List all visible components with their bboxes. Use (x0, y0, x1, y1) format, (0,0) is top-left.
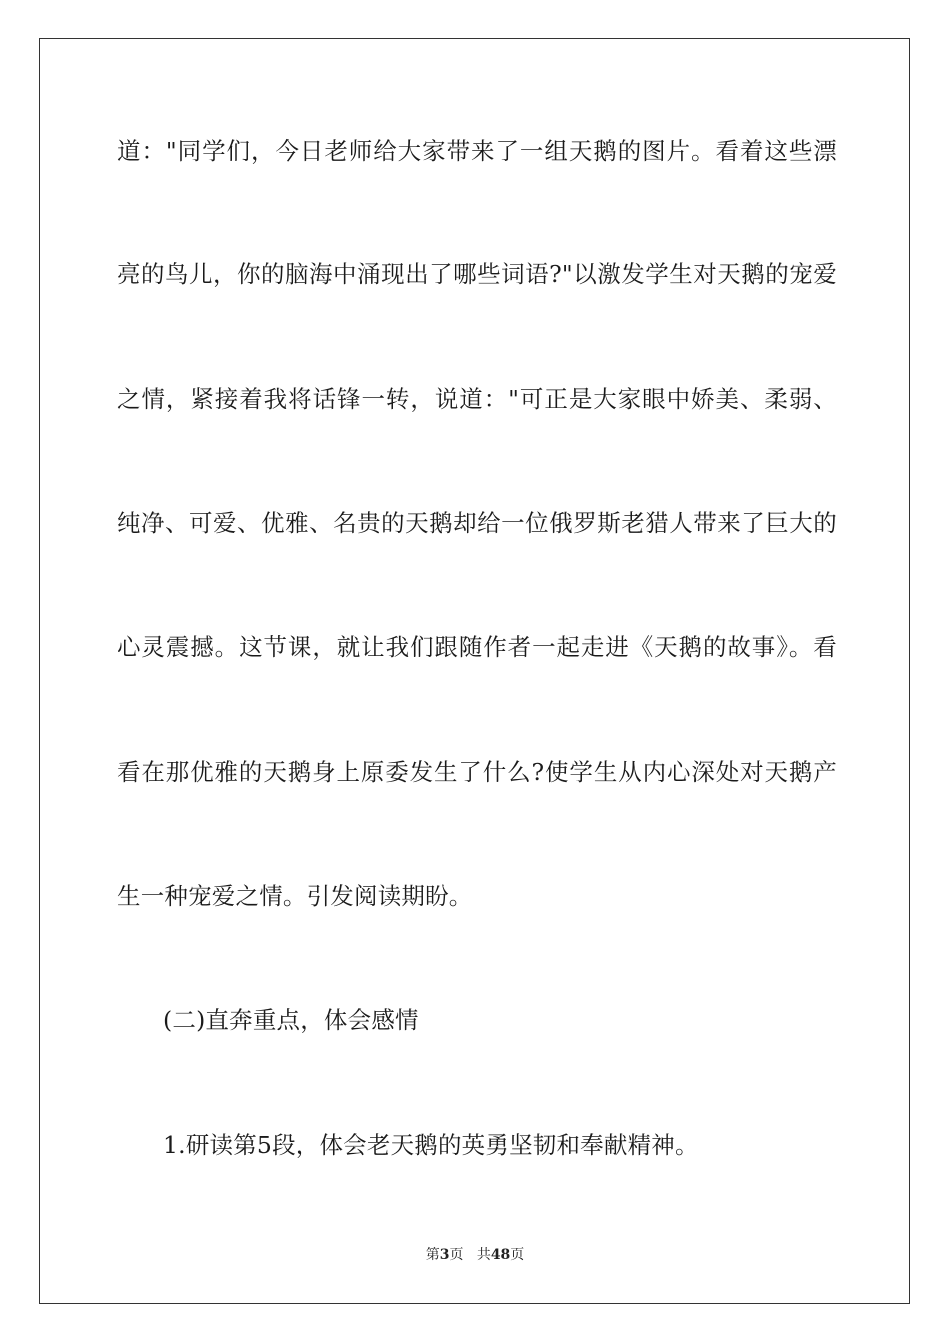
footer-page-prefix: 第 (425, 1247, 440, 1263)
paragraph-line-1: 道："同学们，今日老师给大家带来了一组天鹅的图片。看着这些漂 (117, 137, 837, 165)
paragraph-line-4: 纯净、可爱、优雅、名贵的天鹅却给一位俄罗斯老猎人带来了巨大的 (117, 509, 837, 537)
paragraph-line-6: 看在那优雅的天鹅身上原委发生了什么?使学生从内心深处对天鹅产 (117, 758, 837, 786)
section-heading: (二)直奔重点，体会感情 (163, 1006, 419, 1034)
list-item: 1.研读第5段，体会老天鹅的英勇坚韧和奉献精神。 (163, 1131, 699, 1159)
paragraph-line-5: 心灵震撼。这节课，就让我们跟随作者一起走进《天鹅的故事》。看 (117, 633, 837, 661)
footer-total-pages: 48 (490, 1247, 511, 1263)
paragraph-line-3: 之情，紧接着我将话锋一转，说道："可正是大家眼中娇美、柔弱、 (117, 385, 837, 413)
paragraph-line-2: 亮的鸟儿，你的脑海中涌现出了哪些词语?"以激发学生对天鹅的宠爱 (117, 260, 837, 288)
page-border (39, 38, 910, 1304)
footer-total-prefix: 共 (476, 1247, 491, 1263)
paragraph-line-7: 生一种宠爱之情。引发阅读期盼。 (117, 882, 473, 910)
footer-page-suffix: 页 (449, 1247, 464, 1263)
page-footer (0, 1246, 950, 1264)
footer-total-suffix: 页 (510, 1247, 525, 1263)
footer-page-number: 3 (439, 1247, 450, 1263)
